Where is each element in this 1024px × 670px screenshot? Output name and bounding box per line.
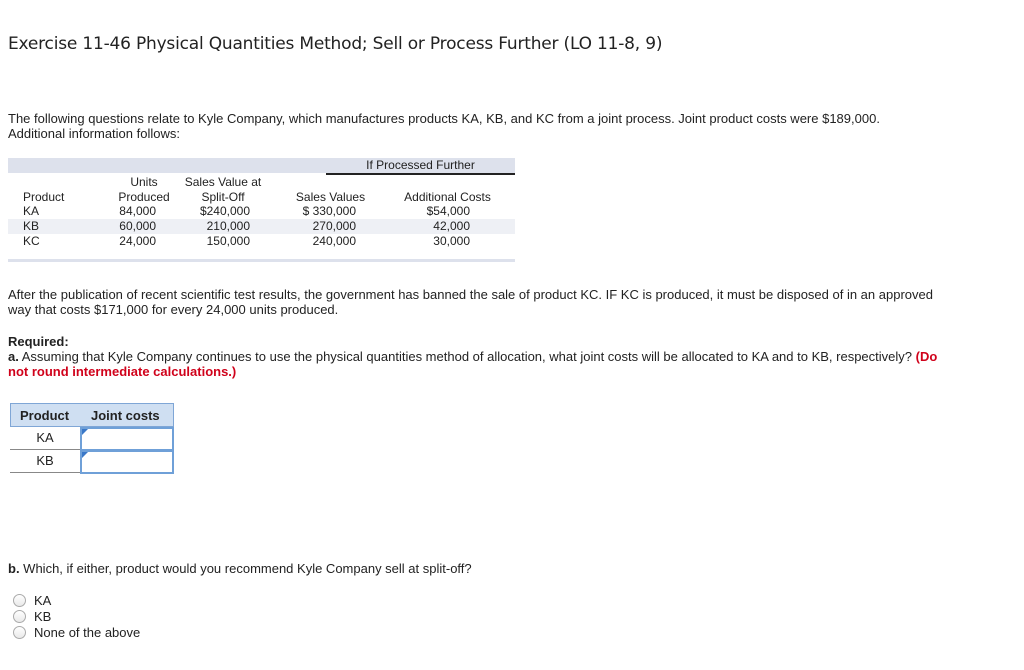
- row-product: KC: [23, 234, 40, 248]
- table-row-ka: [8, 204, 515, 219]
- intro-line-2: Additional information follows:: [8, 126, 180, 141]
- joint-costs-ka-input[interactable]: [80, 427, 174, 451]
- page-title: Exercise 11-46 Physical Quantities Method; Sell or Process Further (LO 11-8, 9): [8, 34, 663, 54]
- answer-row-ka: [10, 427, 174, 449]
- row-product: KB: [23, 219, 40, 233]
- part-a-note-2: not round intermediate calculations.): [8, 364, 237, 379]
- answer-row-label: KA: [10, 427, 80, 450]
- part-b-text: Which, if either, product would you recommend Kyle Company sell at split-off?: [19, 561, 472, 576]
- product-header: Product: [23, 190, 65, 204]
- row-units: 84,000: [119, 204, 156, 218]
- radio-button[interactable]: [13, 626, 26, 639]
- answer-col-joint-costs: Joint costs: [91, 408, 160, 423]
- answer-row-label: KB: [10, 450, 80, 473]
- table-bottom-rule: [8, 259, 515, 262]
- row-sales-values: $ 330,000: [302, 204, 356, 218]
- required-section: [8, 334, 1018, 379]
- part-a-text: Assuming that Kyle Company continues to use the physical quantities method of allocation, what joint costs will be allocated to KA and to KB, respectively?: [18, 349, 913, 364]
- row-units: 60,000: [119, 219, 156, 233]
- option-label: KA: [34, 593, 52, 608]
- option-label: None of the above: [34, 625, 141, 640]
- sales-values-header: Sales Values: [295, 190, 366, 204]
- units-header-line-1: Units: [130, 175, 158, 189]
- scenario-line-2: way that costs $171,000 for every 24,000 units produced.: [8, 302, 339, 317]
- part-b-label: b.: [8, 561, 20, 576]
- table-row-kc: [8, 234, 515, 249]
- radio-button[interactable]: [13, 594, 26, 607]
- row-additional-costs: $54,000: [426, 204, 470, 218]
- row-sales-values: 240,000: [312, 234, 356, 248]
- scenario-line-1: After the publication of recent scientific test results, the government has banned the sale of product KC. IF KC is produced, it must be disposed of in an approved: [8, 287, 933, 302]
- answer-table-header: [10, 403, 174, 427]
- intro-text: [8, 111, 1008, 141]
- split-off-header-line-1: Sales Value at: [184, 175, 262, 189]
- radio-button[interactable]: [13, 610, 26, 623]
- table-row-kb: [8, 219, 515, 234]
- part-b-question: [8, 561, 1018, 576]
- answer-row-kb: [10, 450, 174, 472]
- row-additional-costs: 42,000: [433, 219, 470, 233]
- product-data-table: [8, 158, 515, 262]
- part-a-question: [8, 349, 1018, 364]
- answer-table: [10, 403, 174, 472]
- required-label: Required:: [8, 334, 69, 349]
- row-product: KA: [23, 204, 40, 218]
- scenario-paragraph: [8, 287, 1018, 317]
- row-split-off: 210,000: [206, 219, 250, 233]
- row-units: 24,000: [119, 234, 156, 248]
- split-off-header-line-2: Split-Off: [201, 190, 245, 204]
- part-a-note-1: (Do: [915, 349, 938, 364]
- part-a-label: a.: [8, 349, 19, 364]
- row-split-off: $240,000: [199, 204, 250, 218]
- if-processed-further-header: If Processed Further: [326, 158, 515, 175]
- answer-col-product: Product: [20, 408, 70, 423]
- intro-line-1: The following questions relate to Kyle Company, which manufactures products KA, KB, and KC from a joint process. Joint product costs were $189,000.: [8, 111, 880, 126]
- row-sales-values: 270,000: [312, 219, 356, 233]
- row-split-off: 150,000: [206, 234, 250, 248]
- option-label: KB: [34, 609, 52, 624]
- row-additional-costs: 30,000: [433, 234, 470, 248]
- units-header-line-2: Produced: [118, 190, 170, 204]
- additional-costs-header: Additional Costs: [404, 190, 491, 204]
- joint-costs-kb-input[interactable]: [80, 450, 174, 474]
